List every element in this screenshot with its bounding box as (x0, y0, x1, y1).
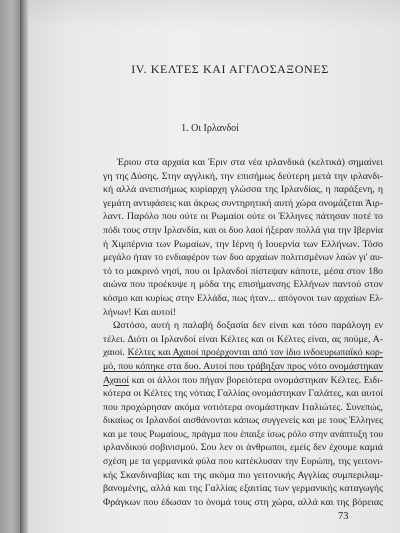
text-line: κότερα οι Κέλτες της νότιας Γαλλίας ονομάστηκαν Γαλάτες, και αυτοί (103, 388, 383, 400)
page-number: 73 (338, 511, 349, 522)
text-segment: χαιοί. (103, 347, 125, 359)
text-line (103, 360, 383, 374)
text-line: δικαίως οι Ιρλανδοί αισθάνονται κάπως συγγενείς και με τους Έλληνες (103, 415, 383, 427)
text-line: λαντ. Παρόλο που ούτε οι Ρωμαίοι ούτε οι Έλληνες πάτησαν ποτέ το (103, 211, 383, 223)
page-top-shadow (0, 0, 400, 30)
underlined-phrase: μό, που κόπηκε στα δυο. Αυτοί που τράβηξαν προς νότο ονομάστηκαν (103, 360, 383, 372)
text-line: τό το μακρινό νησί, που οι Ιρλανδοί πίστεψαν κάποτε, μέσα στον 18ο (103, 265, 383, 277)
text-line (103, 374, 383, 388)
text-line: και με τους Ρωμαίους, πράγμα που έπαιξε ίσως ρόλο στην ανάπτυξη του (103, 428, 383, 440)
book-gutter (20, 0, 28, 533)
text-line: Ωστόσο, αυτή η παλαβή δοξασία δεν είναι και τόσο παράλογη εν (113, 320, 383, 332)
underlined-phrase: Κέλτες και Αχαιοί προέρχονται από τον ίδιο ινδοευρωπαϊκό κορ- (127, 347, 383, 359)
text-line: αιώνα που προέκυψε η μόδα της επισήμανσης Ελλήνων παντού στον (103, 279, 383, 291)
text-line: πόδι τους στην Ιρλανδία, και οι δυο λαοί ήξεραν πολλά για την Ιβερνία (103, 224, 383, 236)
text-line: τέλει. Διότι οι Ιρλανδοί είναι Κέλτες και οι Κέλτες είναι, ας πούμε, Α- (103, 333, 383, 345)
text-line (103, 346, 383, 360)
text-line: που προχώρησαν ακόμα νοτιότερα ονομάστηκαν Ιταλιώτες. Συνεπώς, (103, 401, 383, 413)
text-line: κής Σκανδιναβίας και της ακόμα πιο γειτονικής Αγγλίας συμπεριλαμ- (103, 469, 383, 481)
section-heading: 1. Οι Ιρλανδοί (181, 123, 239, 134)
text-line: Έριου στα αρχαία και Έριν στα νέα ιρλανδικά (κελτικά) σημαίνει (117, 157, 383, 168)
facing-page-edge (0, 0, 20, 533)
text-line: Φράγκων που έδωσαν το όνομά τους στη χώρα, αλλά και της βόρειας (103, 496, 383, 508)
text-line: σχέση με τα γερμανικά φύλα που κατέκλυσαν την Ευρώπη, της γειτονι- (103, 456, 383, 468)
text-segment: και οι άλλοι που πήγαν βορειότερα ονομάστηκαν Κέλτες. Ειδι- (131, 374, 383, 386)
text-line: λήνων! Και αυτοί! (103, 306, 177, 318)
body-text (103, 156, 383, 509)
text-line: βανομένης, αλλά και της Γαλλίας εξαιτίας των γερμανικής καταγωγής (103, 483, 383, 495)
text-line: κόσμο και κυρίως στην Ελλάδα, πως ήταν... απόγονοι των αρχαίων Ελ- (103, 292, 383, 304)
chapter-title: IV. ΚΕΛΤΕΣ ΚΑΙ ΑΓΓΛΟΣΑΞΟΝΕΣ (131, 62, 329, 76)
text-line: ιρλανδικού σοβινισμού. Σου λεν οι άνθρωποι, εμείς δεν έχουμε καμιά (103, 442, 383, 454)
text-line: μεγάλο ήταν το ενδιαφέρον των δυο αρχαίων πολιτισμένων λαών γι' αυ- (103, 252, 383, 264)
underlined-phrase: Αχαιοί (103, 374, 130, 386)
text-line: κή αλλά ανεπισήμως κυρίαρχη γλώσσα της Ιρλανδίας, η παράξενη, η (103, 184, 383, 196)
text-line: γη της Δύσης. Στην αγγλική, την επισήμως δεύτερη μετά την ιρλανδι- (103, 170, 383, 182)
text-line: ή Χιμπέρνια των Ρωμαίων, την Ιέρνη ή Ιουερνία των Ελλήνων. Τόσο (103, 238, 383, 250)
text-line: γεμάτη αντιφάσεις και άκρως συντηρητική αυτή χώρα ονομάζεται Άιρ- (103, 197, 383, 209)
